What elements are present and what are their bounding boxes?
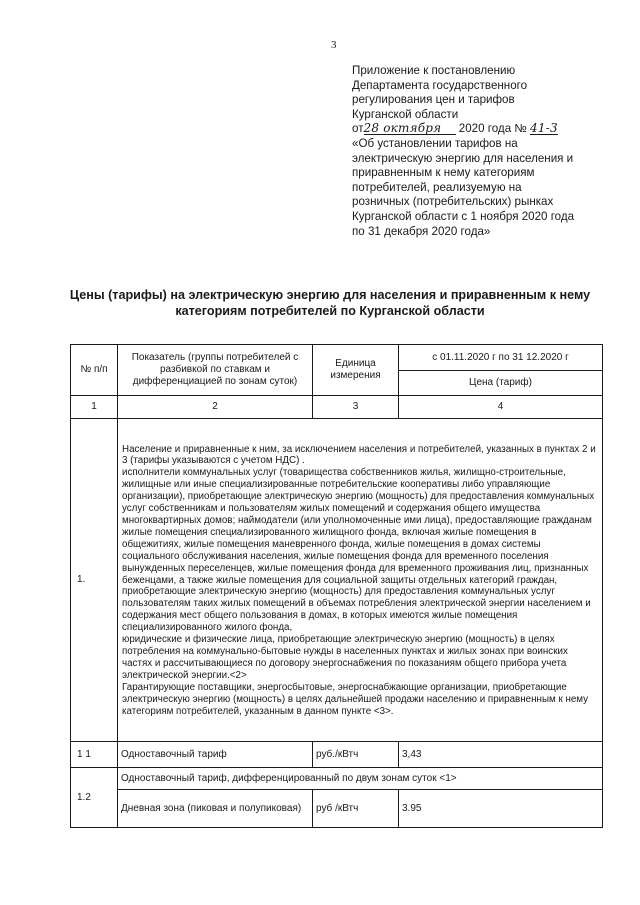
handwritten-number: 41-3 bbox=[530, 121, 558, 136]
header-price: Цена (тариф) bbox=[399, 371, 603, 396]
column-number: 2 bbox=[118, 396, 313, 419]
column-number: 3 bbox=[313, 396, 399, 419]
decree-date-line bbox=[352, 122, 614, 137]
header-indicator: Показатель (группы потребителей с разбивкой по ставкам и дифференциацией по зонам суток) bbox=[118, 345, 313, 396]
decree-title-line: приравненным к нему категориям bbox=[352, 166, 535, 180]
page-number: 3 bbox=[331, 39, 337, 51]
document-title: Цены (тарифы) на электрическую энергию для населения и приравненным к нему категориям потребителей по Курганской области bbox=[69, 288, 591, 318]
column-number: 1 bbox=[71, 396, 118, 419]
tariff-table bbox=[70, 344, 603, 828]
decree-title-line: электрическую энергию для населения и bbox=[352, 151, 574, 165]
row-1-2-day-unit: руб /кВтч bbox=[313, 790, 399, 828]
appendix-line: Приложение к постановлению bbox=[352, 64, 516, 77]
year-text: 2020 года № bbox=[458, 122, 527, 136]
row-1-1-name: Одноставочный тариф bbox=[118, 742, 313, 768]
header-unit: Единица измерения bbox=[313, 345, 399, 396]
row-1-paragraph: юридические и физические лица, приобретающие электрическую энергию (мощность) в целях потребления на коммунально-бытовые нужды в населенных пунктах и жилых зонах при воинских частях и рассчитывающиеся по договору энергоснабжения по показаниям общего прибора учета электрической энергии.<2> bbox=[122, 634, 568, 681]
handwritten-date: 28 октября bbox=[364, 122, 456, 135]
decree-title-line: розничных (потребительских) рынках bbox=[352, 195, 554, 209]
row-1-2-day-zone: Дневная зона (пиковая и полупиковая) bbox=[118, 790, 313, 828]
row-1-number: 1. bbox=[71, 419, 118, 742]
header-number: № п/п bbox=[71, 345, 118, 396]
appendix-header bbox=[352, 64, 614, 239]
date-prefix: от bbox=[352, 122, 364, 136]
header-period: с 01.11.2020 г по 31 12.2020 г bbox=[399, 345, 603, 371]
appendix-line: регулирования цен и тарифов bbox=[352, 93, 515, 107]
row-1-2-day-value: 3.95 bbox=[399, 790, 603, 828]
row-1-paragraph: исполнители коммунальных услуг (товарищества собственников жилья, жилищно-строительные, жилищные или иные специализированные потребительские кооперативы либо управляющие организации), приобретающие электрическую энергию (мощность) для предоставления коммунальных услуг собственникам и пользователям жилых помещений и содержания общего имущества многоквартирных домов; наймодатели (или уполномоченные ими лица), предоставляющие гражданам жилые помещения специализированного жилищного фонда, включая жилые помещения в общежитиях, жилые помещения маневренного фонда, жилые помещения в домах системы социального обслуживания населения, жилые помещения фонда для временного поселения вынужденных переселенцев, жилые помещения фонда для временного проживания лиц, признанных беженцами, а также жилые помещения для социальной защиты отдельных категорий граждан, приобретающие электрическую энергию (мощность) для предоставления коммунальных услуг пользователям таких жилых помещений в объемах потребления электрической энергии населением и содержания мест общего пользования в домах, в которых имеются жилые помещения специализированного жилого фонда, bbox=[122, 467, 595, 634]
decree-title-line: потребителей, реализуемую на bbox=[352, 180, 522, 194]
row-1-1-value: 3,43 bbox=[399, 742, 603, 768]
row-1-2-number: 1.2 bbox=[71, 768, 118, 828]
row-1-description bbox=[118, 419, 603, 742]
appendix-line: Курганской области bbox=[352, 107, 459, 121]
column-number: 4 bbox=[399, 396, 603, 419]
row-1-1-number: 1 1 bbox=[71, 742, 118, 768]
decree-title-line: Курганской области с 1 ноября 2020 года bbox=[352, 209, 575, 223]
decree-title-line: по 31 декабря 2020 года» bbox=[352, 224, 491, 238]
row-1-paragraph: Население и приравненные к ним, за исключением населения и потребителей, указанных в пунктах 2 и 3 (тарифы указываются с учетом НДС) . bbox=[122, 443, 596, 467]
row-1-1-unit: руб./кВтч bbox=[313, 742, 399, 768]
decree-title-line: «Об установлении тарифов на bbox=[352, 136, 518, 150]
row-1-2-name: Одноставочный тариф, дифференцированный по двум зонам суток <1> bbox=[118, 768, 603, 790]
row-1-paragraph: Гарантирующие поставщики, энергосбытовые, энергоснабжающие организации, приобретающие электрическую энергию (мощность) в целях дальнейшей продажи населению и приравненным к нему категориям потребителей, указанным в данном пункте <3>. bbox=[122, 681, 589, 717]
appendix-line: Департамента государственного bbox=[352, 78, 528, 92]
